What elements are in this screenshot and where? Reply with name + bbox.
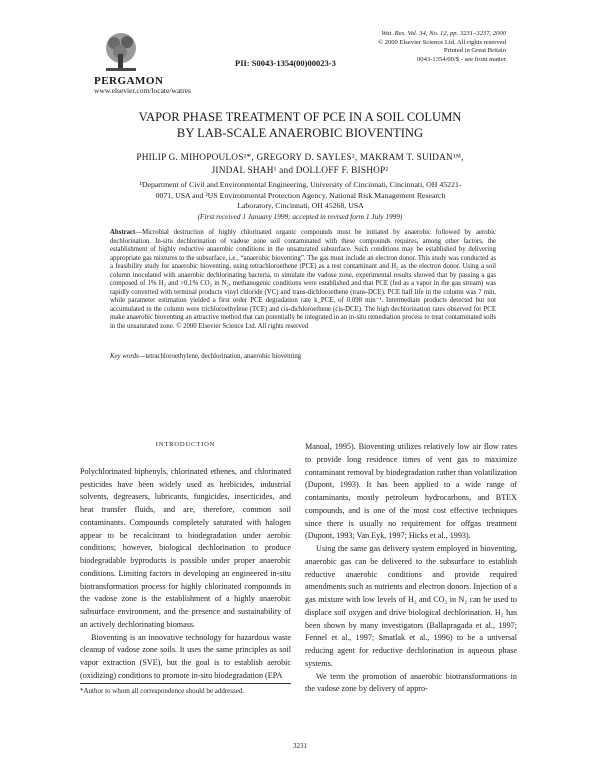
keywords <box>110 353 496 360</box>
publisher-name: PERGAMON <box>94 75 164 87</box>
abstract <box>110 229 496 331</box>
paragraph: Polychlorinated biphenyls, chlorinated ethenes, and chlorinated pesticides have been widely used as herbicides, industrial solvents, degreasers, lubricants, fungicides, insecticides, and heat transfer fluids, and are, therefore, common soil contaminants. Compounds completely saturated with halogen appear to be recalcitrant to biodegradation under aerobic conditions; however, biological dechlorination to produce biodegradable byproducts is possible under proper anaerobic conditions. Limiting factors in developing an engineered in-situ biotransformation process for highly chlorinated compounds in the vadose zone is the establishment of a highly anaerobic subsurface environment, and the presence and sustainability of an actively dechlorinating biomass. <box>80 466 291 629</box>
authors-line-1: PHILIP G. MIHOPOULOS¹*, GREGORY D. SAYLES², MAKRAM T. SUIDAN¹ᴹ, <box>136 153 464 163</box>
paragraph: Using the same gas delivery system employed in bioventing, anaerobic gas can be delivered to the subsurface to establish reductive anaerobic conditions and provide required amendments such as nutrients and electron donors. Injection of a gas mixture with low levels of H₂ and CO₂ in N₂ can be used to displace soil oxygen and drive biological dechlorination. H₂ has been shown by many investigators (Ballapragada et al., 1997; Fennel et al., 1997; Smatlak et al., 1996) to be a universal reducing agent for reductive dechlorination in aqueous phase systems. <box>305 544 517 668</box>
page-number: 3231 <box>293 742 307 750</box>
issn-line: 0043-1354/00/$ - see front matter <box>417 55 506 63</box>
title-line-2: BY LAB-SCALE ANAEROBIC BIOVENTING <box>176 126 424 140</box>
footnote-rule <box>80 683 291 684</box>
journal-info <box>286 30 506 64</box>
affiliation-line-1: ¹Department of Civil and Environmental Engineering, University of Cincinnati, Cincinnati, OH 45221- <box>139 180 462 189</box>
keywords-label: Key words <box>110 353 139 360</box>
authors-line-2: JINDAL SHAH¹ and DOLLOFF F. BISHOP² <box>211 166 389 176</box>
article-title <box>80 109 520 141</box>
affiliations <box>138 180 463 212</box>
pii-identifier: PII: S0043-1354(00)00023-3 <box>235 58 336 68</box>
paragraph: Manual, 1995). Bioventing utilizes relatively low air flow rates to provide long residence times of vent gas to maximize contaminant removal by biodegradation rather than volatilization (Dupont, 1993). It has been applied to a wide range of contaminants, mostly petroleum hydrocarbons, and BTEX compounds, and is one of the most cost effective techniques since there is usually no requirement for offgas treatment (Dupont, 1993; Van Eyk, 1997; Hicks et al., 1993). <box>305 442 517 541</box>
title-line-1: VAPOR PHASE TREATMENT OF PCE IN A SOIL COLUMN <box>138 110 462 124</box>
author-list <box>80 152 520 178</box>
paragraph: Bioventing is an innovative technology for hazardous waste cleanup of vadose zone soils. It uses the same principles as soil vapor extraction (SVE), but the goal is to establish aerobic (oxidizing) conditions to promote in-situ biodegradation (EPA <box>80 632 291 680</box>
body-column-right <box>305 441 517 696</box>
paragraph: We term the promotion of anaerobic biotransformations in the vadose zone by delivery of appro- <box>305 671 517 694</box>
publisher-url[interactable]: www.elsevier.com/locate/watres <box>94 86 191 95</box>
elsevier-tree-logo <box>98 30 144 74</box>
keywords-text: —tetrachloroethylene, dechlorination, anaerobic bioventing <box>138 353 302 360</box>
body-column-left <box>80 439 291 683</box>
abstract-text: —Microbial destruction of highly chlorinated organic compounds must be initiated by anaerobic followed by aerobic dechlorination. In-situ dechlorination of vadose zone soil contaminated with these compounds requires, among other factors, the establishment of highly reductive anaerobic conditions in the unsaturated subsurface. Such conditions may be established by delivering appropriate gas mixtures to the subsurface, i.e., “anaerobic bioventing”. The gas must include an electron donor. This study was conducted as a feasibility study for anaerobic bioventing, using tetrachloroethene (PCE) as a test contaminant and H₂ as the electron donor. Using a soil column inoculated with anaerobic dechlorinating bacteria, to simulate the vadose zone, experimental results showed that by passing a gas composed of 1% H₂ and >0.1% CO₂ in N₂, methanogenic conditions were established and that PCE (fed as a vapor in the gas stream) was rapidly converted with terminal products vinyl chloride (VC) and trans-dichloroethene (trans-DCE). PCE half life in the column was 7 min, while parameter estimation yielded a first order PCE degradation rate k_PCE, of 0.098 min⁻¹. Intermediate products detected but not accumulated in the column were trichloroethylene (TCE) and cis-dichloroethene (cis-DCE). The high dechlorination rates observed for PCE make anaerobic bioventing an attractive method that can potentially be integrated in an in-situ remediation process to treat contaminated soils in the unsaturated zone. © 2000 Elsevier Science Ltd. All rights reserved <box>110 229 496 330</box>
affiliation-line-2: 0071, USA and ²US Environmental Protection Agency, National Risk Management Research <box>155 190 446 200</box>
section-heading: INTRODUCTION <box>155 441 216 448</box>
copyright-line: © 2000 Elsevier Science Ltd. All rights reserved <box>377 38 506 46</box>
journal-citation: Wat. Res. Vol. 34, No. 12, pp. 3231–3237, 2000 <box>381 30 506 37</box>
affiliation-line-3: Laboratory, Cincinnati, OH 45268, USA <box>237 201 364 210</box>
footnote: *Author to whom all correspondence should be addressed. <box>80 687 245 695</box>
abstract-label: Abstract <box>110 229 136 236</box>
received-dates: (First received 1 January 1999; accepted in revised form 1 July 1999) <box>197 212 403 221</box>
printed-line: Printed in Great Britain <box>443 47 506 55</box>
